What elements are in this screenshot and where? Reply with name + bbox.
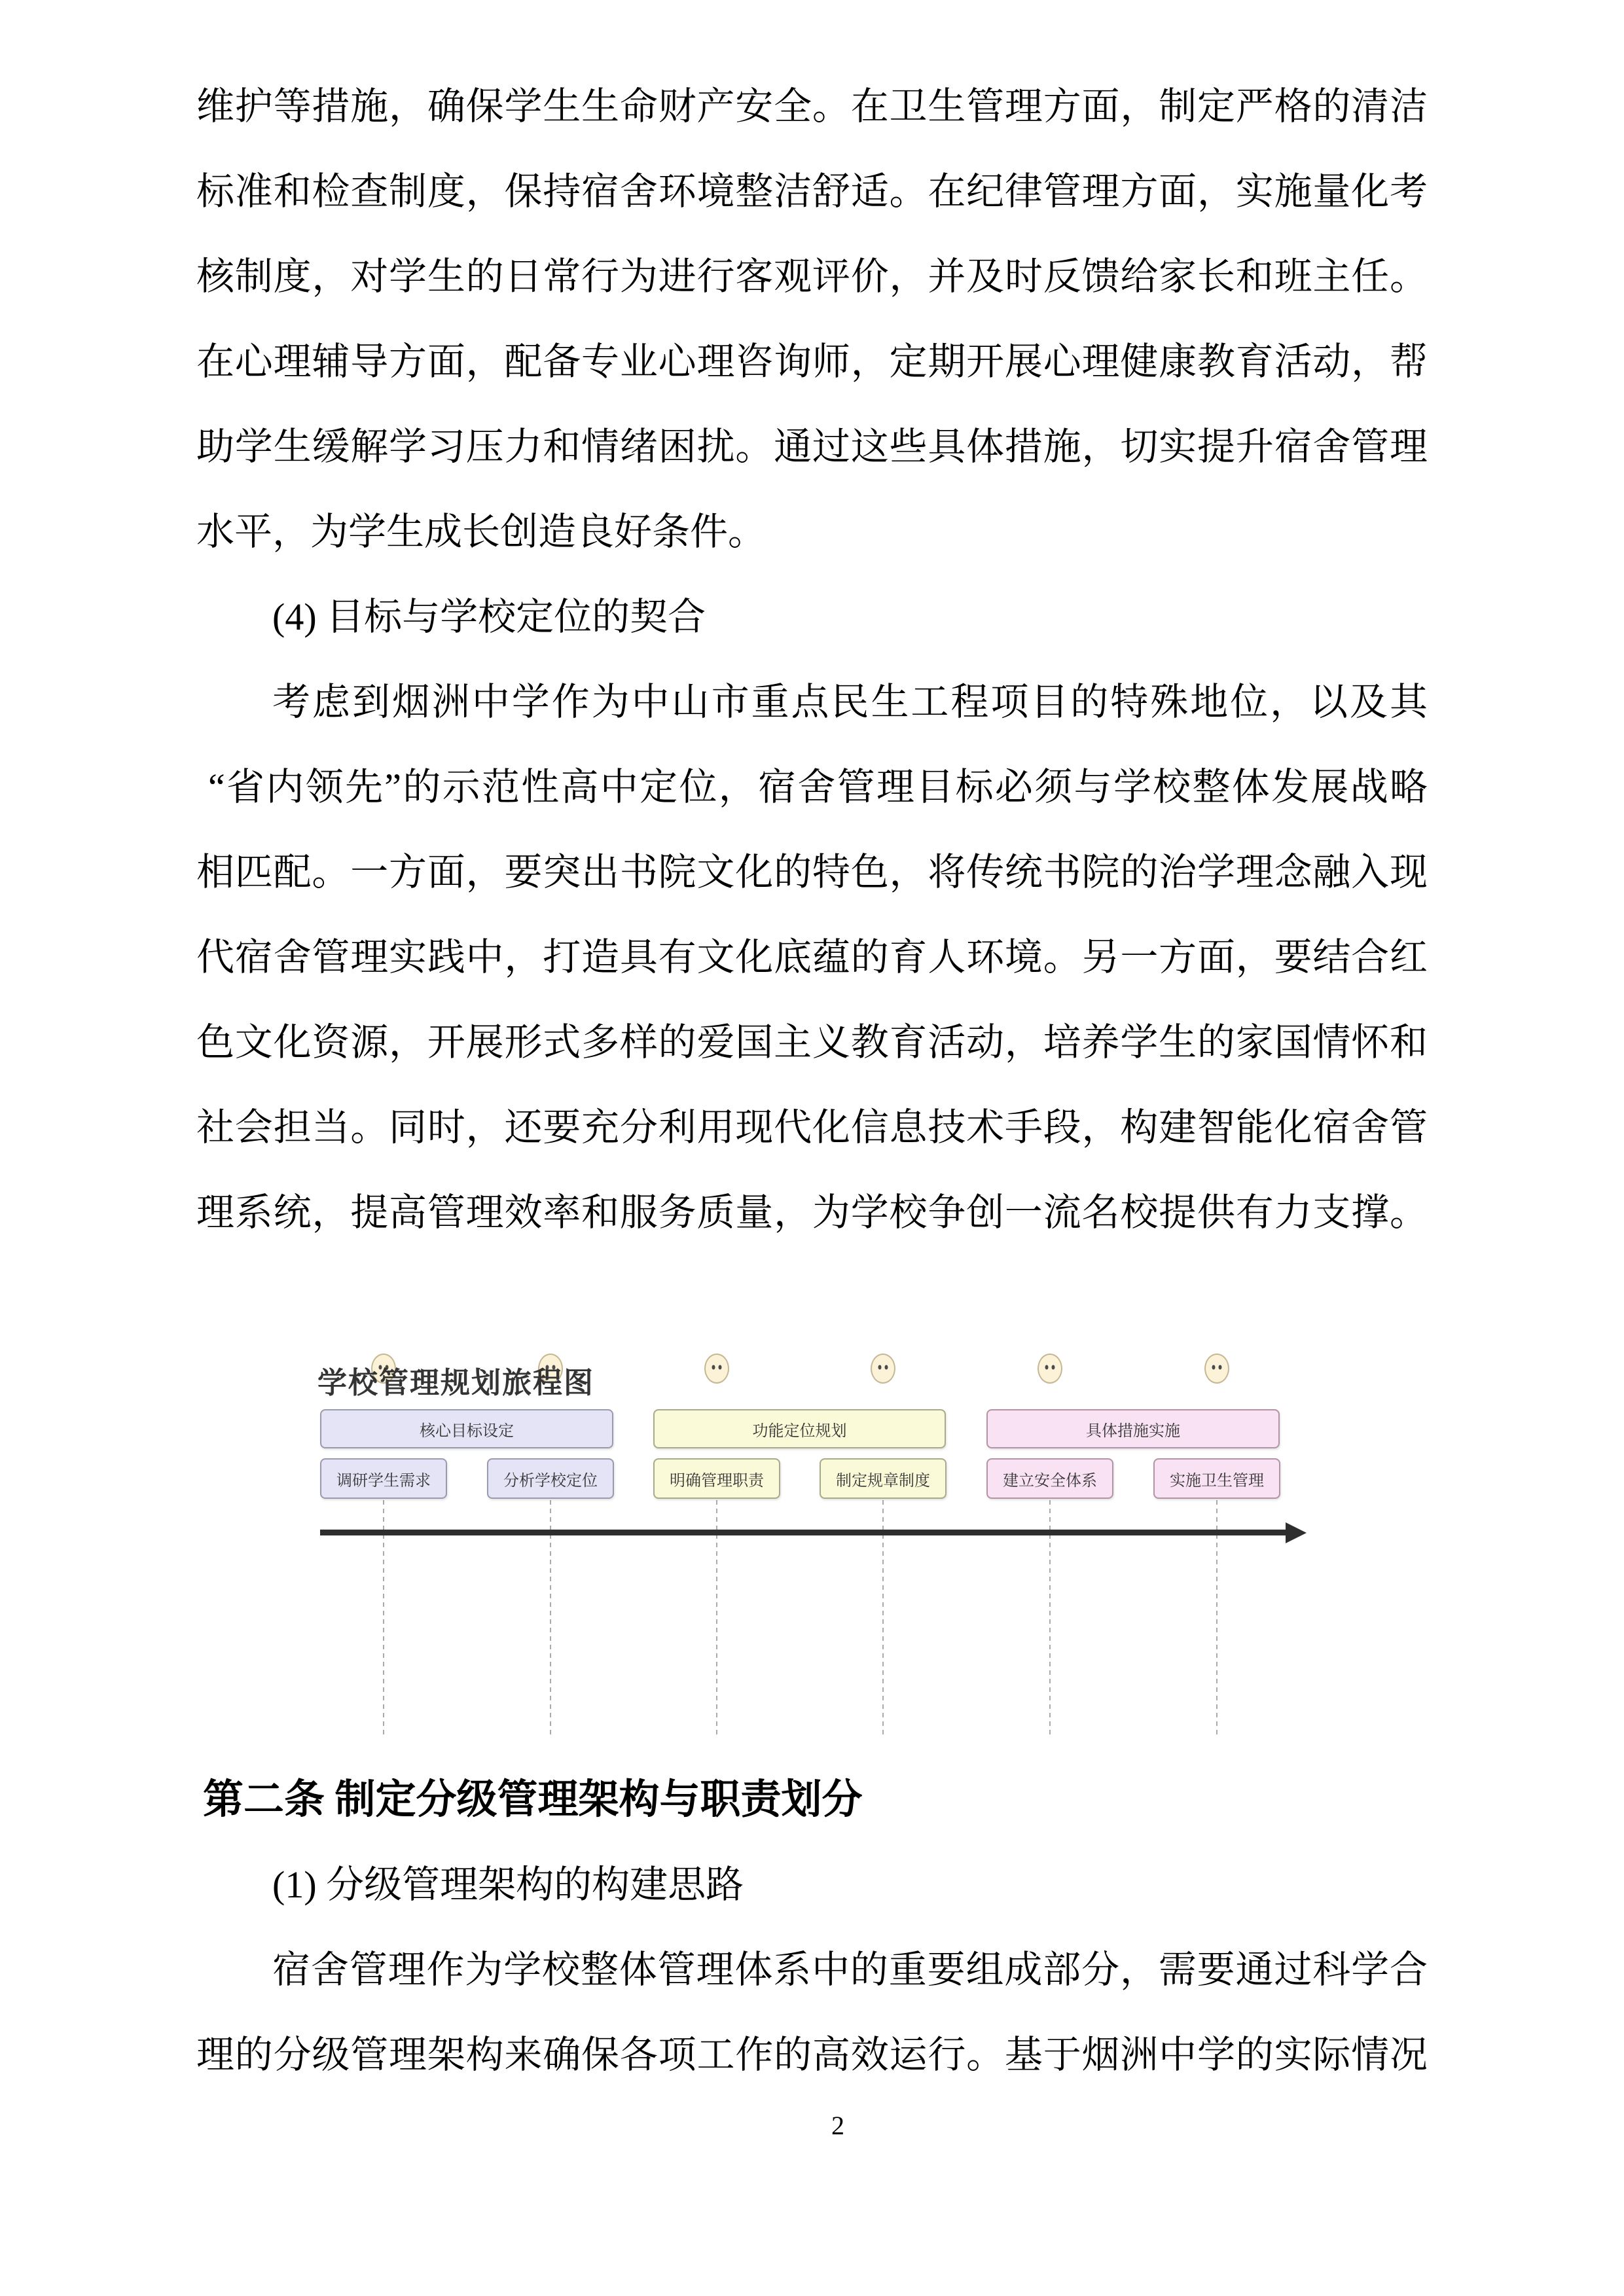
body-line: “省内领先”的示范性高中定位，宿舍管理目标必须与学校整体发展战略 bbox=[208, 766, 1428, 808]
sub-heading-4: (4) 目标与学校定位的契合 bbox=[272, 596, 706, 638]
body-line: 核制度，对学生的日常行为进行客观评价，并及时反馈给家长和班主任。 bbox=[196, 255, 1428, 298]
task-box: 建立安全体系 bbox=[986, 1458, 1113, 1499]
body-line: 理的分级管理架构来确保各项工作的高效运行。基于烟洲中学的实际情况 bbox=[196, 2034, 1428, 2076]
sub-heading-1: (1) 分级管理架构的构建思路 bbox=[272, 1863, 744, 1906]
body-line: 理系统，提高管理效率和服务质量，为学校争创一流名校提供有力支撑。 bbox=[196, 1191, 1428, 1234]
body-line: 相匹配。一方面，要突出书院文化的特色，将传统书院的治学理念融入现 bbox=[196, 851, 1428, 893]
dashed-connector bbox=[383, 1500, 384, 1736]
page-number: 2 bbox=[831, 2111, 844, 2140]
emoji-eyes bbox=[1212, 1365, 1222, 1369]
timeline-axis bbox=[320, 1530, 1289, 1535]
body-line: 助学生缓解学习压力和情绪困扰。通过这些具体措施，切实提升宿舍管理 bbox=[196, 425, 1428, 468]
body-line: 宿舍管理作为学校整体管理体系中的重要组成部分，需要通过科学合 bbox=[272, 1948, 1428, 1991]
body-line: 维护等措施，确保学生生命财产安全。在卫生管理方面，制定严格的清洁 bbox=[196, 85, 1428, 128]
timeline-arrowhead-icon bbox=[1286, 1522, 1307, 1543]
task-box: 分析学校定位 bbox=[487, 1458, 614, 1499]
dashed-connector bbox=[716, 1500, 717, 1736]
body-line: 水平，为学生成长创造良好条件。 bbox=[196, 511, 767, 553]
dashed-connector bbox=[1049, 1500, 1051, 1736]
dashed-connector bbox=[882, 1500, 884, 1736]
dashed-connector bbox=[1216, 1500, 1218, 1736]
task-box: 实施卫生管理 bbox=[1153, 1458, 1280, 1499]
body-line: 标准和检查制度，保持宿舍环境整洁舒适。在纪律管理方面，实施量化考 bbox=[196, 170, 1428, 213]
section-heading: 第二条 制定分级管理架构与职责划分 bbox=[203, 1778, 863, 1822]
bottom-text-block bbox=[196, 1757, 1428, 2098]
body-line: 在心理辅导方面，配备专业心理咨询师，定期开展心理健康教育活动，帮 bbox=[196, 340, 1428, 383]
task-box: 制定规章制度 bbox=[820, 1458, 947, 1499]
emoji-eyes bbox=[878, 1365, 888, 1369]
diagram-title: 学校管理规划旅程图 bbox=[317, 1366, 595, 1399]
body-text-block bbox=[196, 64, 1428, 1255]
body-line: 色文化资源，开展形式多样的爱国主义教育活动，培养学生的家国情怀和 bbox=[196, 1021, 1428, 1064]
body-line: 社会担当。同时，还要充分利用现代化信息技术手段，构建智能化宿舍管 bbox=[196, 1106, 1428, 1149]
body-line: 代宿舍管理实践中，打造具有文化底蕴的育人环境。另一方面，要结合红 bbox=[196, 936, 1428, 978]
emoji-eyes bbox=[712, 1365, 722, 1369]
body-line: 考虑到烟洲中学作为中山市重点民生工程项目的特殊地位，以及其 bbox=[272, 681, 1428, 723]
journey-map-diagram bbox=[281, 1348, 1329, 1741]
stage-box: 功能定位规划 bbox=[653, 1409, 946, 1448]
neutral-face-icon bbox=[1038, 1354, 1062, 1384]
neutral-face-icon bbox=[871, 1354, 895, 1384]
neutral-face-icon bbox=[1204, 1354, 1229, 1384]
neutral-face-icon bbox=[704, 1354, 729, 1384]
task-box: 调研学生需求 bbox=[320, 1458, 447, 1499]
task-box: 明确管理职责 bbox=[653, 1458, 780, 1499]
dashed-connector bbox=[550, 1500, 551, 1736]
stage-box: 具体措施实施 bbox=[986, 1409, 1280, 1448]
stage-box: 核心目标设定 bbox=[320, 1409, 613, 1448]
emoji-eyes bbox=[1045, 1365, 1055, 1369]
